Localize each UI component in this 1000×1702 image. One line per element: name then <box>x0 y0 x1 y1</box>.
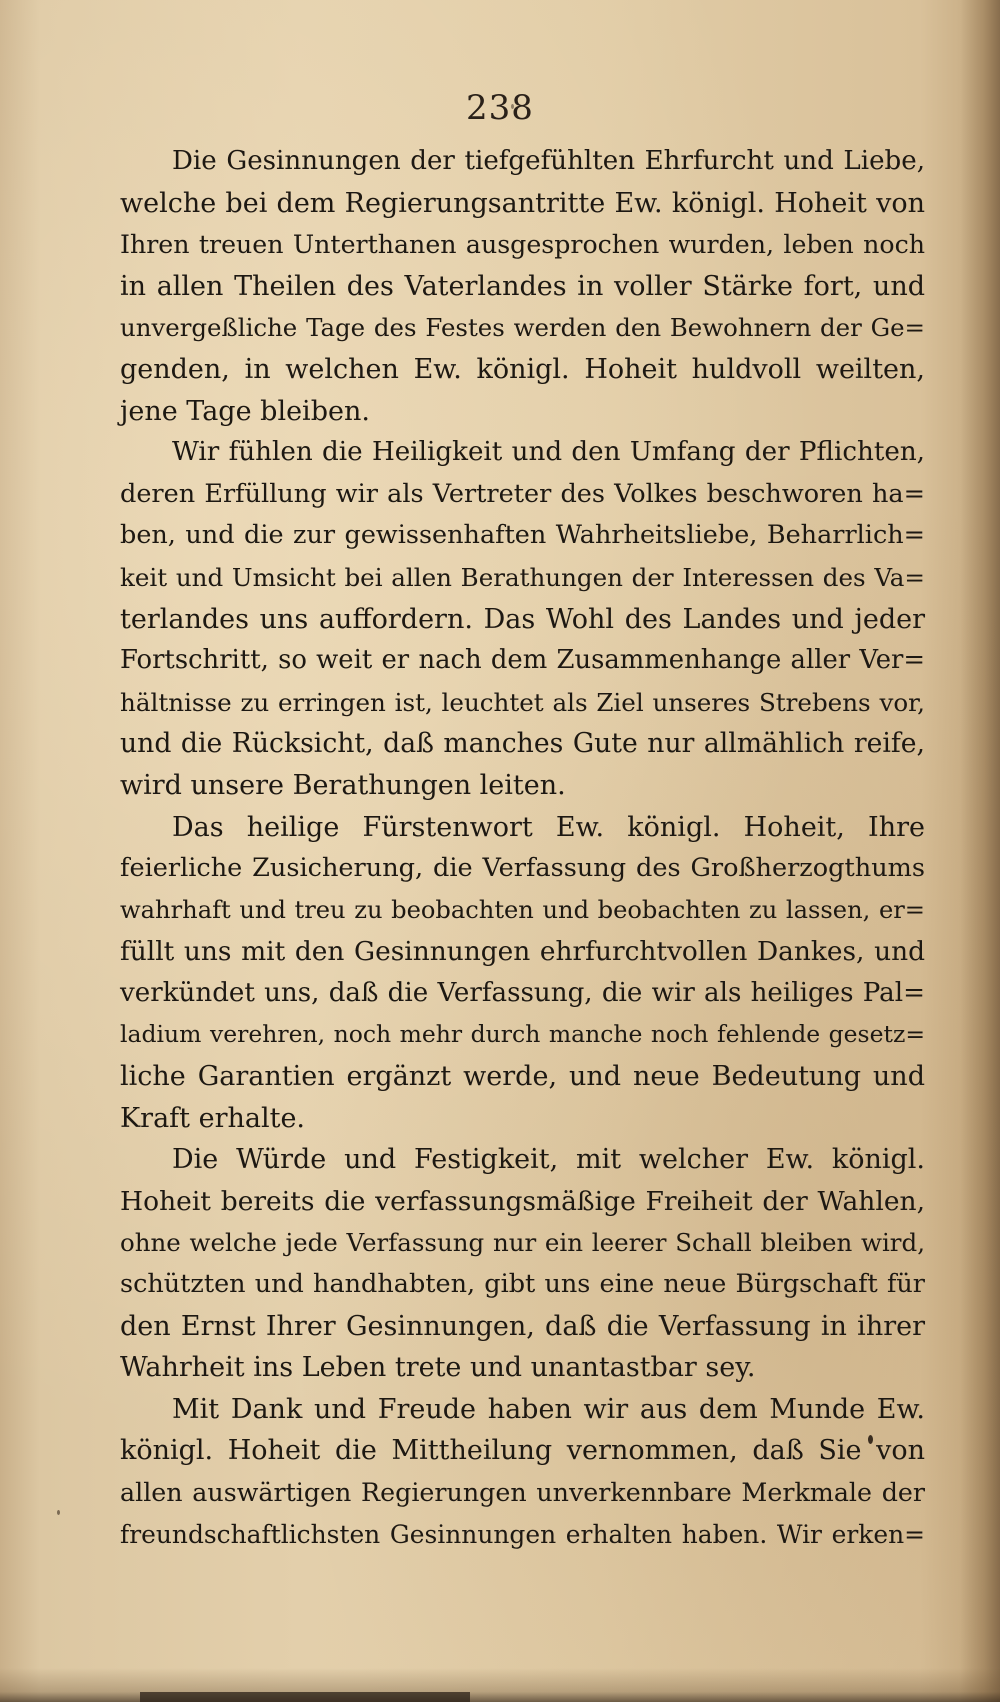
text-line: Ihren treuen Unterthanen ausgesprochen wurden, leben noch <box>120 230 925 260</box>
bottom-edge-mark <box>140 1692 470 1702</box>
text-line: füllt uns mit den Gesinnungen ehrfurchtvollen Dankes, und <box>120 936 925 968</box>
text-line: königl. Hoheit die Mittheilung vernommen, daß Sie von <box>120 1435 925 1467</box>
ink-speck <box>57 1510 60 1515</box>
text-line: Wir fühlen die Heiligkeit und den Umfang der Pflichten, <box>172 437 925 468</box>
text-line: Das heilige Fürstenwort Ew. königl. Hoheit, Ihre <box>172 811 925 843</box>
text-line: liche Garantien ergänzt werde, und neue Bedeutung und <box>120 1061 925 1093</box>
text-line: ladium verehren, noch mehr durch manche noch fehlende gesetz= <box>120 1020 925 1049</box>
page-number: 238 <box>466 88 534 128</box>
text-line: feierliche Zusicherung, die Verfassung des Großherzogthums <box>120 853 925 884</box>
text-line: Hoheit bereits die verfassungsmäßige Freiheit der Wahlen, <box>120 1185 925 1217</box>
text-line: Wahrheit ins Leben trete und unantastbar sey. <box>120 1352 756 1384</box>
text-line: wird unsere Berathungen leiten. <box>120 769 566 801</box>
text-line: terlandes uns auffordern. Das Wohl des Landes und jeder <box>120 603 925 635</box>
text-line: in allen Theilen des Vaterlandes in voller Stärke fort, und <box>120 270 925 302</box>
text-line: unvergeßliche Tage des Festes werden den Bewohnern der Ge= <box>120 313 925 343</box>
text-line: deren Erfüllung wir als Vertreter des Volkes beschworen ha= <box>120 478 925 509</box>
text-line: Die Gesinnungen der tiefgefühlten Ehrfurcht und Liebe, <box>172 146 925 176</box>
text-line: ohne welche jede Verfassung nur ein leerer Schall bleiben wird, <box>120 1228 925 1258</box>
text-line: welche bei dem Regierungsantritte Ew. königl. Hoheit von <box>120 187 925 219</box>
text-line: Mit Dank und Freude haben wir aus dem Munde Ew. <box>172 1393 925 1425</box>
text-line: allen auswärtigen Regierungen unverkennbare Merkmale der <box>120 1477 925 1507</box>
text-line: freundschaftlichsten Gesinnungen erhalten haben. Wir erken= <box>120 1519 925 1549</box>
text-line: jene Tage bleiben. <box>120 395 370 427</box>
text-line: Die Würde und Festigkeit, mit welcher Ew. königl. <box>172 1144 925 1176</box>
text-line: und die Rücksicht, daß manches Gute nur allmählich reife, <box>120 728 925 760</box>
text-line: verkündet uns, daß die Verfassung, die wir als heiliges Pal= <box>120 977 925 1008</box>
text-line: wahrhaft und treu zu beobachten und beobachten zu lassen, er= <box>120 895 925 924</box>
page-edge-shadow <box>960 0 1000 1702</box>
text-line: ben, und die zur gewissenhaften Wahrheitsliebe, Beharrlich= <box>120 520 925 551</box>
body-text <box>120 141 925 1555</box>
text-line: Kraft erhalte. <box>120 1102 306 1134</box>
text-line: genden, in welchen Ew. königl. Hoheit huldvoll weilten, <box>120 353 925 385</box>
text-line: hältnisse zu erringen ist, leuchtet als Ziel unseres Strebens vor, <box>120 687 925 717</box>
text-line: schützten und handhabten, gibt uns eine neue Bürgschaft für <box>120 1269 925 1300</box>
text-line: den Ernst Ihrer Gesinnungen, daß die Verfassung in ihrer <box>120 1310 925 1342</box>
text-line: keit und Umsicht bei allen Berathungen der Interessen des Va= <box>120 562 925 592</box>
text-line: Fortschritt, so weit er nach dem Zusammenhange aller Ver= <box>120 645 925 676</box>
